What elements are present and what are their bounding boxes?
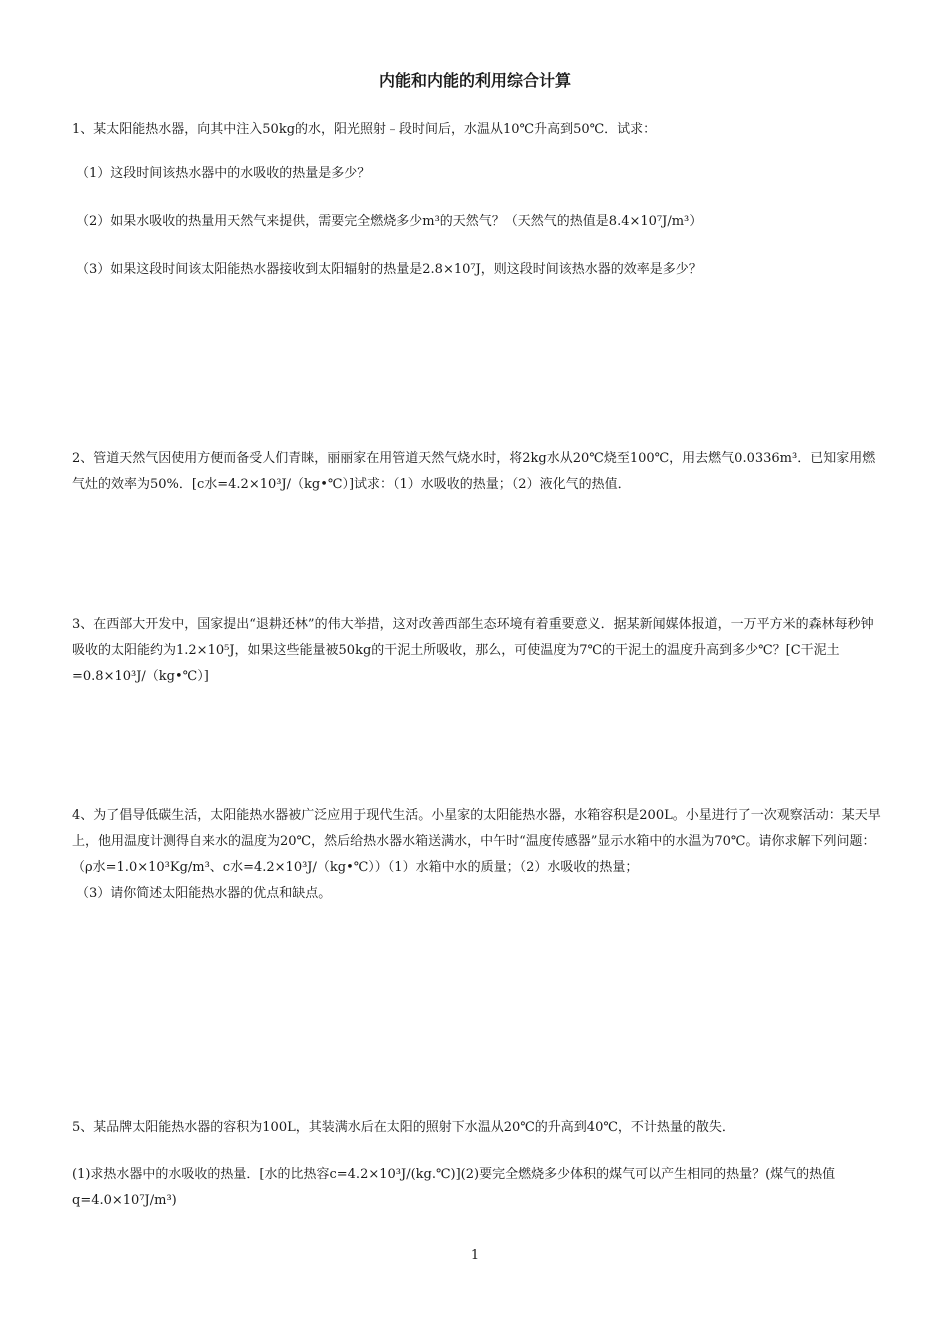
question-5-parts: (1)求热水器中的水吸收的热量．[水的比热容c=4.2×10³J/(kg.℃)](2)要完全燃烧多少体积的煤气可以产生相同的热量？(煤气的热值q=4.0×10⁷J/m³): [72, 1167, 836, 1208]
page-number: 1: [470, 1248, 480, 1263]
question-5-stem: 5、某品牌太阳能热水器的容积为100L，其装满水后在太阳的照射下水温从20℃的升高到40℃，不计热量的散失．: [72, 1120, 735, 1135]
question-1-part-1: （1）这段时间该热水器中的水吸收的热量是多少？: [76, 166, 371, 181]
question-1-part-3: （3）如果这段时间该太阳能热水器接收到太阳辐射的热量是2.8×10⁷J，则这段时间该热水器的效率是多少？: [76, 262, 702, 277]
question-3: 3、在西部大开发中，国家提出“退耕还林”的伟大举措，这对改善西部生态环境有着重要意义．据某新闻媒体报道，一万平方米的森林每秒钟吸收的太阳能约为1.2×10⁵J，如果这些能量被50kg的干泥土所吸收，那么，可使温度为7℃的干泥土的温度升高到多少℃？[C干泥土=0.8×10³J/（kg•℃）]: [72, 617, 874, 684]
question-1-stem: 1、某太阳能热水器，向其中注入50kg的水，阳光照射﹣段时间后，水温从10℃升高到50℃．试求：: [72, 122, 657, 137]
question-2: 2、管道天然气因使用方便而备受人们青睐，丽丽家在用管道天然气烧水时，将2kg水从20℃烧至100℃，用去燃气0.0336m³．已知家用燃气灶的效率为50%．[c水=4.2×10³J/（kg•℃）]试求：（1）水吸收的热量；（2）液化气的热值．: [72, 451, 876, 492]
question-4: 4、为了倡导低碳生活，太阳能热水器被广泛应用于现代生活。小星家的太阳能热水器，水箱容积是200L。小星进行了一次观察活动：某天早上，他用温度计测得自来水的温度为20℃，然后给热水器水箱送满水，中午时“温度传感器”显示水箱中的水温为70℃。请你求解下列问题：（ρ水=1.0×10³Kg/m³、c水=4.2×10³J/（kg•℃））（1）水箱中水的质量；（2）水吸收的热量；: [72, 808, 881, 875]
question-4-part-3: （3）请你简述太阳能热水器的优点和缺点。: [76, 886, 332, 901]
page-title: 内能和内能的利用综合计算: [378, 71, 571, 90]
question-1-part-2: （2）如果水吸收的热量用天然气来提供，需要完全燃烧多少m³的天然气？（天然气的热值是8.4×10⁷J/m³）: [76, 214, 703, 229]
